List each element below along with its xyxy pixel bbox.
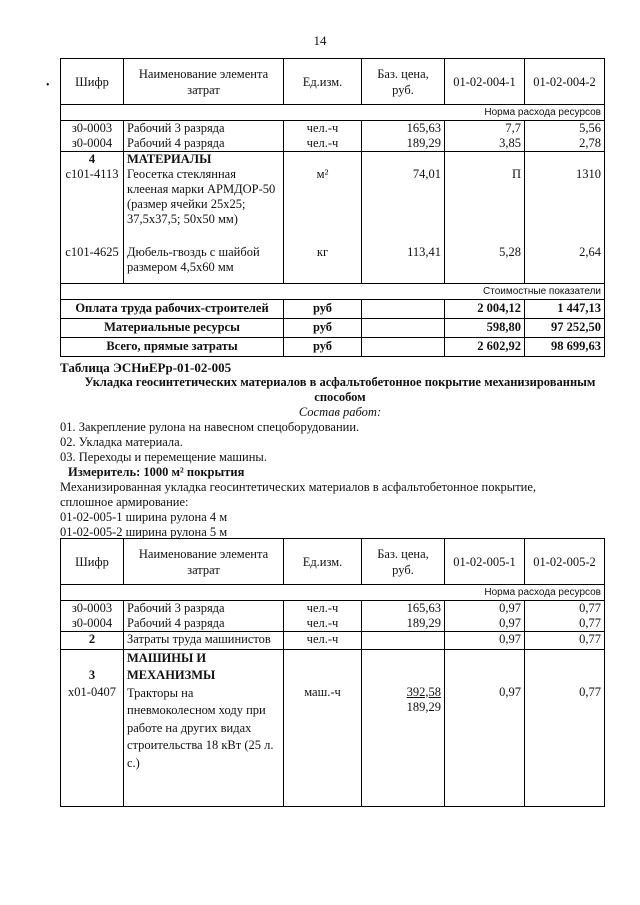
norm-row xyxy=(61,105,605,121)
norm-label: Норма расхода ресурсов xyxy=(61,105,605,121)
table-row xyxy=(61,685,605,807)
work-step: 03. Переходы и перемещение машины. xyxy=(60,450,267,464)
total-row xyxy=(61,337,605,356)
table-header xyxy=(61,539,605,585)
row-a: 0,97 xyxy=(445,685,525,807)
work-step: 01. Закрепление рулона на навесном спецоборудовании. xyxy=(60,420,360,434)
row-unit: м² xyxy=(284,167,362,245)
row-unit: чел.-ч xyxy=(284,601,362,617)
row-name: Рабочий 3 разряда xyxy=(124,121,284,137)
total-b: 98 699,63 xyxy=(525,337,605,356)
margin-dot: • xyxy=(46,80,50,91)
row-a: 0,97 xyxy=(445,601,525,617)
row-price: 113,41 xyxy=(362,245,445,283)
row-b: 0,77 xyxy=(525,601,605,617)
row-a: 7,7 xyxy=(445,121,525,137)
row-name: Рабочий 4 разряда xyxy=(124,136,284,152)
table-row xyxy=(61,136,605,152)
total-label: Всего, прямые затраты xyxy=(61,337,284,356)
section-title: МАШИНЫ И xyxy=(127,651,207,665)
row-code: с101-4113 xyxy=(61,167,124,245)
row-b: 0,77 xyxy=(525,685,605,807)
row-unit: маш.-ч xyxy=(284,685,362,807)
table-row xyxy=(61,245,605,283)
table-row xyxy=(61,121,605,137)
norm-row xyxy=(61,585,605,601)
row-unit: чел.-ч xyxy=(284,136,362,152)
total-unit: руб xyxy=(284,299,362,318)
row-b: 1310 xyxy=(525,167,605,245)
row-name: Геосетка стеклянная клееная марки АРМДОР-50 (размер ячейки 25х25; 37,5х37,5; 50х50 мм) xyxy=(124,167,284,245)
header-price: Баз. цена, руб. xyxy=(362,59,445,105)
description-line: сплошное армирование: xyxy=(60,495,189,509)
header-col-b: 01-02-004-2 xyxy=(525,59,605,105)
row-name: Дюбель-гвоздь с шайбой размером 4,5х60 мм xyxy=(124,245,284,283)
row-b: 0,77 xyxy=(525,616,605,632)
header-price: Баз. цена, руб. xyxy=(362,539,445,585)
total-a: 2 602,92 xyxy=(445,337,525,356)
section-number: 3 xyxy=(61,650,124,685)
row-price: 189,29 xyxy=(362,616,445,632)
row-name: Тракторы на пневмоколесном ходу при работе на других видах строительства 18 кВт (25 л. с.) xyxy=(124,685,284,807)
row-price: 189,29 xyxy=(362,136,445,152)
section-row xyxy=(61,650,605,685)
row-code: 2 xyxy=(61,632,124,650)
variant-line: 01-02-005-2 ширина рулона 5 м xyxy=(60,525,228,539)
total-label: Материальные ресурсы xyxy=(61,318,284,337)
row-price: 392,58 xyxy=(406,684,441,699)
row-code: з0-0003 xyxy=(61,601,124,617)
row-name: Затраты труда машинистов xyxy=(124,632,284,650)
row-price: 165,63 xyxy=(362,601,445,617)
row-a: П xyxy=(445,167,525,245)
row-b: 0,77 xyxy=(525,632,605,650)
total-b: 1 447,13 xyxy=(525,299,605,318)
row-unit: кг xyxy=(284,245,362,283)
table-row xyxy=(61,601,605,617)
total-a: 598,80 xyxy=(445,318,525,337)
row-a: 0,97 xyxy=(445,632,525,650)
section-title: МЕХАНИЗМЫ xyxy=(127,668,216,682)
header-unit: Ед.изм. xyxy=(284,539,362,585)
row-unit: чел.-ч xyxy=(284,616,362,632)
row-a: 5,28 xyxy=(445,245,525,283)
page-number: 14 xyxy=(313,33,327,48)
header-name: Наименование элемента затрат xyxy=(124,59,284,105)
header-unit: Ед.изм. xyxy=(284,59,362,105)
meter-label: Измеритель: 1000 м² покрытия xyxy=(68,465,245,479)
total-a: 2 004,12 xyxy=(445,299,525,318)
row-code: з0-0003 xyxy=(61,121,124,137)
table-row xyxy=(61,616,605,632)
description-line: Механизированная укладка геосинтетических материалов в асфальтобетонное покрытие, xyxy=(60,480,537,494)
table-header xyxy=(61,59,605,105)
norm-label: Норма расхода ресурсов xyxy=(61,585,605,601)
header-col-a: 01-02-004-1 xyxy=(445,59,525,105)
total-label: Оплата труда рабочих-строителей xyxy=(61,299,284,318)
total-unit: руб xyxy=(284,337,362,356)
row-code: з0-0004 xyxy=(61,136,124,152)
table-row xyxy=(61,167,605,245)
total-b: 97 252,50 xyxy=(525,318,605,337)
row-a: 3,85 xyxy=(445,136,525,152)
header-code: Шифр xyxy=(61,539,124,585)
section-heading-line2: способом xyxy=(314,390,366,404)
work-step: 02. Укладка материала. xyxy=(60,435,183,449)
row-unit: чел.-ч xyxy=(284,121,362,137)
row-code: з0-0004 xyxy=(61,616,124,632)
table-row xyxy=(61,632,605,650)
row-code: х01-0407 xyxy=(61,685,124,807)
row-unit: чел.-ч xyxy=(284,632,362,650)
row-code: с101-4625 xyxy=(61,245,124,283)
total-row xyxy=(61,299,605,318)
row-b: 2,64 xyxy=(525,245,605,283)
cost-row xyxy=(61,283,605,299)
total-unit: руб xyxy=(284,318,362,337)
header-name: Наименование элемента затрат xyxy=(124,539,284,585)
section-heading-line1: Укладка геосинтетических материалов в асфальтобетонное покрытие механизированным xyxy=(84,375,596,389)
section-title: МАТЕРИАЛЫ xyxy=(124,152,284,168)
row-price-secondary: 189,29 xyxy=(406,699,441,714)
row-price: 165,63 xyxy=(362,121,445,137)
table-title: Таблица ЭСНиЕРр-01-02-005 xyxy=(60,360,232,375)
row-b: 5,56 xyxy=(525,121,605,137)
row-a: 0,97 xyxy=(445,616,525,632)
variant-line: 01-02-005-1 ширина рулона 4 м xyxy=(60,510,228,524)
header-col-b: 01-02-005-2 xyxy=(525,539,605,585)
resource-table-2 xyxy=(60,538,605,807)
section-text xyxy=(60,360,620,540)
section-row xyxy=(61,152,605,168)
composition-label: Состав работ: xyxy=(298,405,382,419)
total-row xyxy=(61,318,605,337)
resource-table-1 xyxy=(60,58,605,357)
row-b: 2,78 xyxy=(525,136,605,152)
cost-label: Стоимостные показатели xyxy=(61,283,605,299)
section-number: 4 xyxy=(61,152,124,168)
row-name: Рабочий 3 разряда xyxy=(124,601,284,617)
header-code: Шифр xyxy=(61,59,124,105)
row-price: 74,01 xyxy=(362,167,445,245)
row-name: Рабочий 4 разряда xyxy=(124,616,284,632)
header-col-a: 01-02-005-1 xyxy=(445,539,525,585)
